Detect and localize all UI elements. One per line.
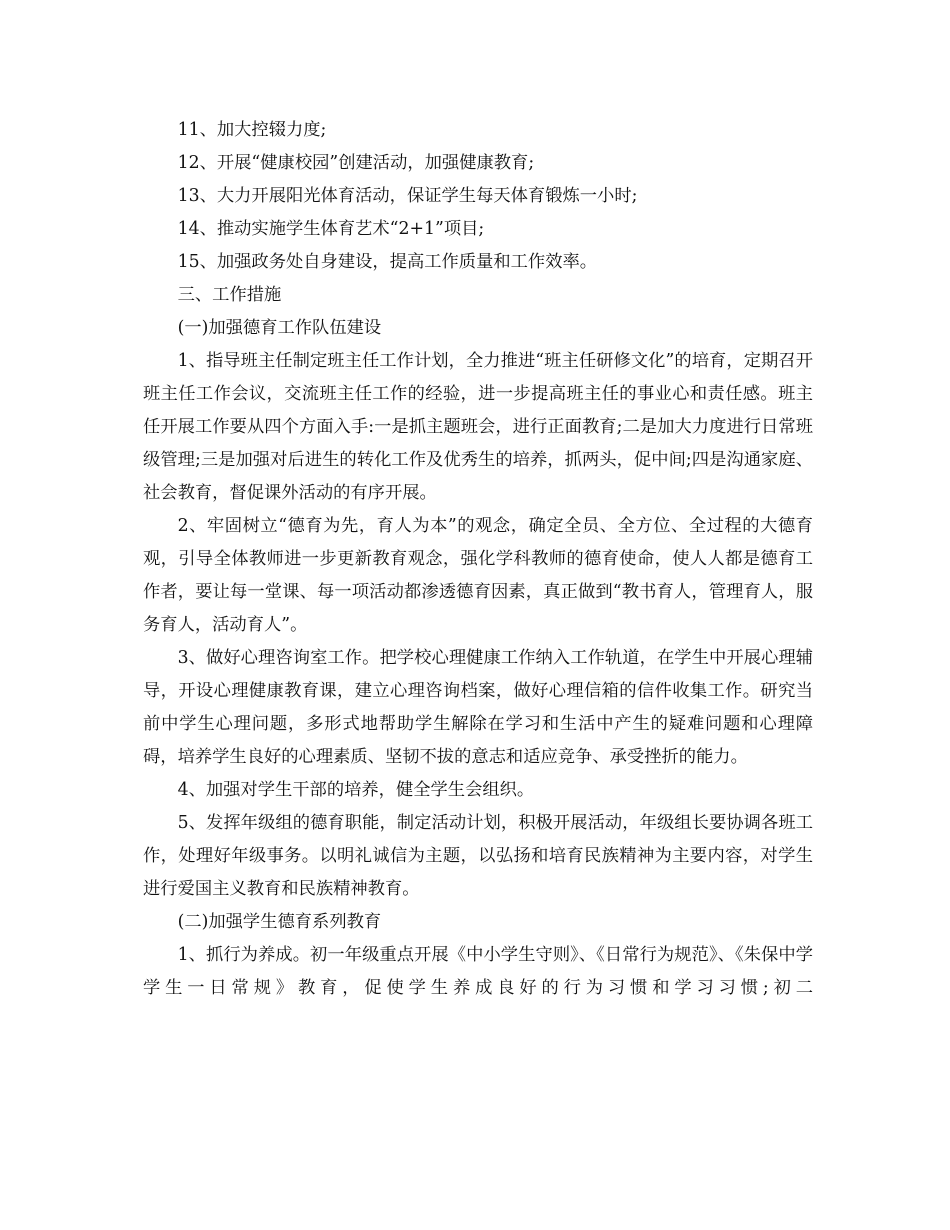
list-item-11: 11、加大控辍力度; bbox=[177, 120, 327, 140]
paragraph-measure-1: 1、指导班主任制定班主任工作计划，全力推进“班主任研修文化”的培育，定期召开班主任工作会议，交流班主任工作的经验，进一步提高班主任的事业心和责任感。班主任开展工作要从四个方面入手:一是抓主题班会，进行正面教育;二是加大力度进行日常班级管理;三是加强对后进生的转化工作及优秀生的培养，抓两头，促中间;四是沟通家庭、社会教育，督促课外活动的有序开展。 bbox=[143, 351, 813, 503]
section-heading-work-measures: 三、工作措施 bbox=[177, 285, 282, 305]
paragraph-behavior-training: 1、抓行为养成。初一年级重点开展《中小学生守则》、《日常行为规范》、《朱保中学学生一日常规》教育，促使学生养成良好的行为习惯和学习习惯;初二 bbox=[143, 945, 813, 998]
paragraph-measure-5: 5、发挥年级组的德育职能，制定活动计划，积极开展活动，年级组长要协调各班工作，处理好年级事务。以明礼诚信为主题，以弘扬和培育民族精神为主要内容，对学生进行爱国主义教育和民族精神教育。 bbox=[143, 813, 813, 899]
list-item-14: 14、推动实施学生体育艺术“2+1”项目; bbox=[177, 219, 485, 239]
list-item-12: 12、开展“健康校园”创建活动，加强健康教育; bbox=[177, 153, 535, 173]
paragraph-measure-4: 4、加强对学生干部的培养，健全学生会组织。 bbox=[177, 780, 535, 800]
paragraph-measure-2: 2、牢固树立“德育为先，育人为本”的观念，确定全员、全方位、全过程的大德育观，引导全体教师进一步更新教育观念，强化学科教师的德育使命，使人人都是德育工作者，要让每一堂课、每一项活动都渗透德育因素，真正做到“教书育人，管理育人，服务育人，活动育人”。 bbox=[143, 516, 813, 635]
subsection-heading-moral-education: (二)加强学生德育系列教育 bbox=[177, 912, 382, 932]
paragraph-measure-3: 3、做好心理咨询室工作。把学校心理健康工作纳入工作轨道，在学生中开展心理辅导，开设心理健康教育课，建立心理咨询档案，做好心理信箱的信件收集工作。研究当前中学生心理问题，多形式地帮助学生解除在学习和生活中产生的疑难问题和心理障碍，培养学生良好的心理素质、坚韧不拔的意志和适应竞争、承受挫折的能力。 bbox=[143, 648, 813, 767]
list-item-15: 15、加强政务处自身建设，提高工作质量和工作效率。 bbox=[177, 252, 598, 272]
subsection-heading-team-building: (一)加强德育工作队伍建设 bbox=[177, 318, 382, 338]
document-body bbox=[143, 114, 813, 1005]
list-item-13: 13、大力开展阳光体育活动，保证学生每天体育锻炼一小时; bbox=[177, 186, 638, 206]
